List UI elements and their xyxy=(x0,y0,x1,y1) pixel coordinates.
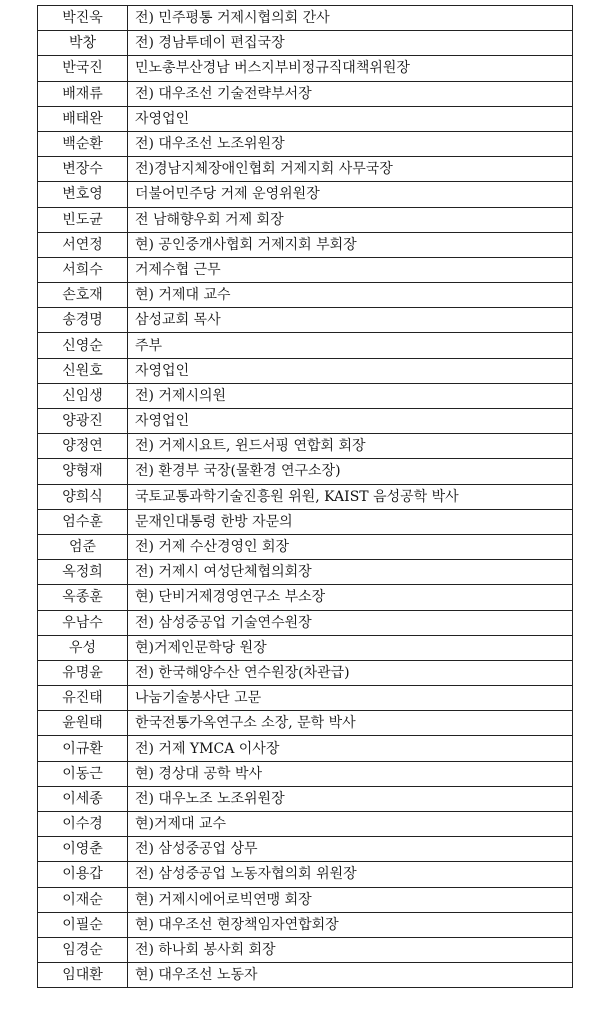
table-row xyxy=(38,509,573,534)
member-position-cell: 더불어민주당 거제 운영위원장 xyxy=(128,182,573,207)
member-position-cell: 나눔기술봉사단 고문 xyxy=(128,686,573,711)
member-name-cell: 양형재 xyxy=(38,459,128,484)
table-row xyxy=(38,912,573,937)
member-name-cell: 엄수훈 xyxy=(38,509,128,534)
table-row xyxy=(38,786,573,811)
member-name-cell: 이규환 xyxy=(38,736,128,761)
member-position-cell: 전) 하나회 봉사회 회장 xyxy=(128,937,573,962)
member-name-cell: 서연정 xyxy=(38,232,128,257)
member-position-cell: 현)거제인문학당 원장 xyxy=(128,635,573,660)
table-row xyxy=(38,635,573,660)
table-row xyxy=(38,383,573,408)
table-row xyxy=(38,862,573,887)
member-position-cell: 전) 한국해양수산 연수원장(차관급) xyxy=(128,660,573,685)
table-row xyxy=(38,232,573,257)
table-row xyxy=(38,610,573,635)
member-name-cell: 양정연 xyxy=(38,434,128,459)
table-row xyxy=(38,257,573,282)
member-position-cell: 전) 거제 YMCA 이사장 xyxy=(128,736,573,761)
member-name-cell: 유진태 xyxy=(38,686,128,711)
member-name-cell: 송경명 xyxy=(38,308,128,333)
member-name-cell: 옥정희 xyxy=(38,560,128,585)
table-row xyxy=(38,534,573,559)
table-row xyxy=(38,660,573,685)
table-row xyxy=(38,207,573,232)
member-name-cell: 이용갑 xyxy=(38,862,128,887)
table-row xyxy=(38,887,573,912)
member-position-cell: 국토교통과학기술진흥원 위원, KAIST 음성공학 박사 xyxy=(128,484,573,509)
table-row xyxy=(38,761,573,786)
table-row xyxy=(38,459,573,484)
member-position-cell: 전) 삼성중공업 기술연수원장 xyxy=(128,610,573,635)
member-name-cell: 반국진 xyxy=(38,56,128,81)
table-row xyxy=(38,736,573,761)
member-name-cell: 배태완 xyxy=(38,106,128,131)
member-position-cell: 전) 거제시요트, 윈드서핑 연합회 회장 xyxy=(128,434,573,459)
table-row xyxy=(38,837,573,862)
table-row xyxy=(38,484,573,509)
member-name-cell: 빈도균 xyxy=(38,207,128,232)
table-row xyxy=(38,434,573,459)
member-position-cell: 자영업인 xyxy=(128,409,573,434)
member-position-cell: 현) 대우조선 노동자 xyxy=(128,963,573,988)
member-position-cell: 전) 거제시 여성단체협의회장 xyxy=(128,560,573,585)
table-row xyxy=(38,131,573,156)
table-row xyxy=(38,560,573,585)
member-name-cell: 우남수 xyxy=(38,610,128,635)
member-position-cell: 현) 대우조선 현장책임자연합회장 xyxy=(128,912,573,937)
members-table-body xyxy=(38,6,573,988)
member-name-cell: 이영춘 xyxy=(38,837,128,862)
member-position-cell: 전) 환경부 국장(물환경 연구소장) xyxy=(128,459,573,484)
table-row xyxy=(38,308,573,333)
member-position-cell: 현) 단비거제경영연구소 부소장 xyxy=(128,585,573,610)
member-name-cell: 윤원태 xyxy=(38,711,128,736)
member-position-cell: 전) 거제시의원 xyxy=(128,383,573,408)
table-row xyxy=(38,56,573,81)
member-position-cell: 삼성교회 목사 xyxy=(128,308,573,333)
member-position-cell: 현) 거제대 교수 xyxy=(128,283,573,308)
table-row xyxy=(38,106,573,131)
member-position-cell: 한국전통가옥연구소 소장, 문학 박사 xyxy=(128,711,573,736)
member-name-cell: 이세종 xyxy=(38,786,128,811)
member-name-cell: 이재순 xyxy=(38,887,128,912)
member-name-cell: 변장수 xyxy=(38,157,128,182)
member-position-cell: 주부 xyxy=(128,333,573,358)
member-name-cell: 임대환 xyxy=(38,963,128,988)
table-row xyxy=(38,812,573,837)
member-position-cell: 현) 거제시에어로빅연맹 회장 xyxy=(128,887,573,912)
member-position-cell: 전) 거제 수산경영인 회장 xyxy=(128,534,573,559)
member-name-cell: 손호재 xyxy=(38,283,128,308)
member-name-cell: 이동근 xyxy=(38,761,128,786)
table-row xyxy=(38,81,573,106)
member-position-cell: 자영업인 xyxy=(128,106,573,131)
table-row xyxy=(38,937,573,962)
table-row xyxy=(38,686,573,711)
member-position-cell: 현) 경상대 공학 박사 xyxy=(128,761,573,786)
member-position-cell: 자영업인 xyxy=(128,358,573,383)
member-position-cell: 문재인대통령 한방 자문의 xyxy=(128,509,573,534)
member-position-cell: 전) 삼성중공업 노동자협의회 위원장 xyxy=(128,862,573,887)
table-row xyxy=(38,409,573,434)
member-name-cell: 박창 xyxy=(38,31,128,56)
table-row xyxy=(38,182,573,207)
members-table xyxy=(37,5,573,988)
member-name-cell: 우성 xyxy=(38,635,128,660)
table-row xyxy=(38,31,573,56)
member-position-cell: 전) 민주평통 거제시협의회 간사 xyxy=(128,6,573,31)
table-row xyxy=(38,6,573,31)
member-name-cell: 양광진 xyxy=(38,409,128,434)
member-name-cell: 엄준 xyxy=(38,534,128,559)
table-row xyxy=(38,283,573,308)
member-name-cell: 신원호 xyxy=(38,358,128,383)
member-name-cell: 임경순 xyxy=(38,937,128,962)
table-row xyxy=(38,157,573,182)
member-name-cell: 박진욱 xyxy=(38,6,128,31)
member-position-cell: 현) 공인중개사협회 거제지회 부회장 xyxy=(128,232,573,257)
member-name-cell: 유명윤 xyxy=(38,660,128,685)
member-position-cell: 전) 대우조선 기술전략부서장 xyxy=(128,81,573,106)
table-row xyxy=(38,358,573,383)
table-row xyxy=(38,585,573,610)
member-position-cell: 전) 대우노조 노조위원장 xyxy=(128,786,573,811)
member-name-cell: 변호영 xyxy=(38,182,128,207)
table-row xyxy=(38,963,573,988)
member-name-cell: 신영순 xyxy=(38,333,128,358)
member-position-cell: 전) 경남투데이 편집국장 xyxy=(128,31,573,56)
member-name-cell: 백순환 xyxy=(38,131,128,156)
member-position-cell: 전) 대우조선 노조위원장 xyxy=(128,131,573,156)
member-name-cell: 서희수 xyxy=(38,257,128,282)
table-row xyxy=(38,333,573,358)
member-position-cell: 민노총부산경남 버스지부비정규직대책위원장 xyxy=(128,56,573,81)
member-position-cell: 전)경남지체장애인협회 거제지회 사무국장 xyxy=(128,157,573,182)
member-name-cell: 옥종훈 xyxy=(38,585,128,610)
member-name-cell: 신임생 xyxy=(38,383,128,408)
member-position-cell: 전) 삼성중공업 상무 xyxy=(128,837,573,862)
member-name-cell: 배재류 xyxy=(38,81,128,106)
member-position-cell: 전 남해향우회 거제 회장 xyxy=(128,207,573,232)
table-row xyxy=(38,711,573,736)
member-position-cell: 거제수협 근무 xyxy=(128,257,573,282)
member-name-cell: 양희식 xyxy=(38,484,128,509)
member-position-cell: 현)거제대 교수 xyxy=(128,812,573,837)
member-name-cell: 이수경 xyxy=(38,812,128,837)
member-name-cell: 이필순 xyxy=(38,912,128,937)
